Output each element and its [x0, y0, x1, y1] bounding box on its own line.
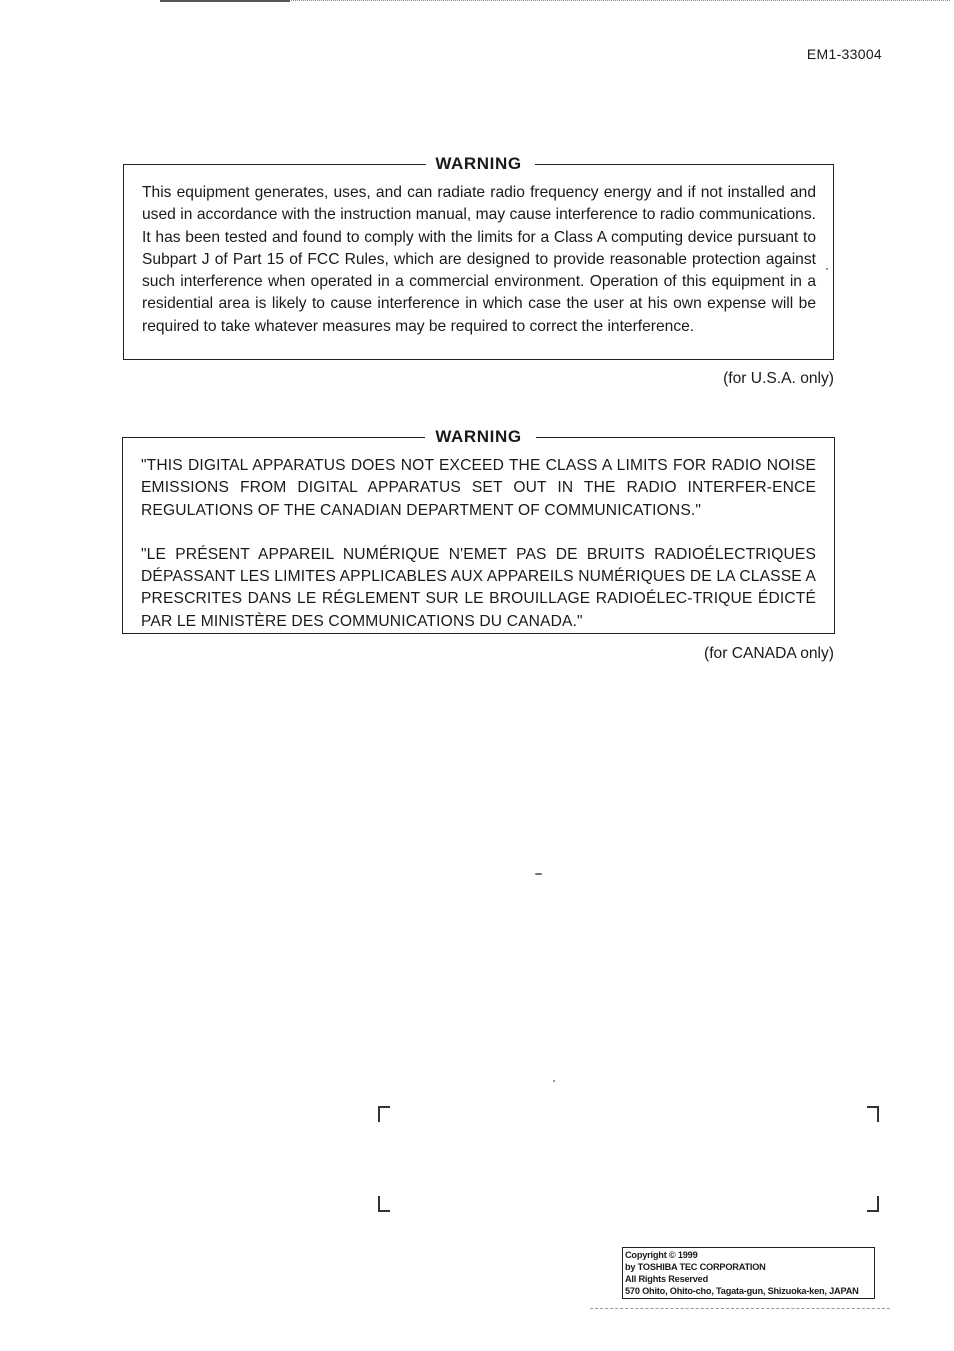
document-number: EM1-33004: [806, 46, 882, 62]
warning-box-usa: [123, 154, 834, 360]
scan-speck: [826, 268, 828, 270]
scan-speck: [553, 1080, 555, 1082]
warning-title-canada: WARNING: [123, 427, 834, 447]
scan-edge-line: [590, 1308, 890, 1309]
copyright-rights: All Rights Reserved: [625, 1274, 708, 1284]
scan-edge-line: [160, 0, 950, 3]
warning-text-canada-en: "THIS DIGITAL APPARATUS DOES NOT EXCEED THE CLASS A LIMITS FOR RADIO NOISE EMISSIONS FROM DIGITAL APPARATUS SET OUT IN THE RADIO INTERFER-ENCE REGULATIONS OF THE CANADIAN DEPARTMENT OF COMMUNICATIONS.": [141, 457, 816, 519]
usa-only-note: (for U.S.A. only): [723, 370, 834, 387]
warning-title-usa: WARNING: [124, 154, 833, 174]
warning-text-usa: This equipment generates, uses, and can radiate radio frequency energy and if not installed and used in accordance with the instruction manual, may cause interference to radio communications. It has been tested and found to comply with the limits for a Class A computing device pursuant to Subpart J of Part 15 of FCC Rules, which are designed to provide reasonable protection against such interference when operated in a commercial environment. Operation of this equipment in a residential area is likely to cause interference in which case the user at his own expense will be required to take whatever measures may be required to correct the interference.: [142, 184, 816, 335]
crop-mark-top-left: [378, 1106, 390, 1122]
copyright-line: Copyright © 1999: [625, 1250, 698, 1260]
crop-mark-bottom-left: [378, 1196, 390, 1212]
warning-body-canada: [123, 437, 834, 639]
warning-body-usa: [124, 164, 833, 344]
crop-mark-bottom-right: [867, 1196, 879, 1212]
copyright-address: 570 Ohito, Ohito-cho, Tagata-gun, Shizuoka-ken, JAPAN: [625, 1286, 859, 1296]
canada-only-note: (for CANADA only): [704, 645, 834, 662]
crop-mark-top-right: [867, 1106, 879, 1122]
copyright-box: [622, 1247, 875, 1299]
scan-speck: [535, 873, 542, 875]
copyright-company: by TOSHIBA TEC CORPORATION: [625, 1262, 766, 1272]
warning-box-canada: [122, 427, 835, 634]
warning-text-canada-fr: "LE PRÉSENT APPAREIL NUMÉRIQUE N'EMET PAS DE BRUITS RADIOÉLECTRIQUES DÉPASSANT LES LIMITES APPLICABLES AUX APPAREILS NUMÉRIQUES DE LA CLASSE A PRESCRITES DANS LE RÉGLEMENT SUR LE BROUILLAGE RADIOÉLEC-TRIQUE ÉDICTÉ PAR LE MINISTÈRE DES COMMUNICATIONS DU CANADA.": [141, 545, 816, 630]
